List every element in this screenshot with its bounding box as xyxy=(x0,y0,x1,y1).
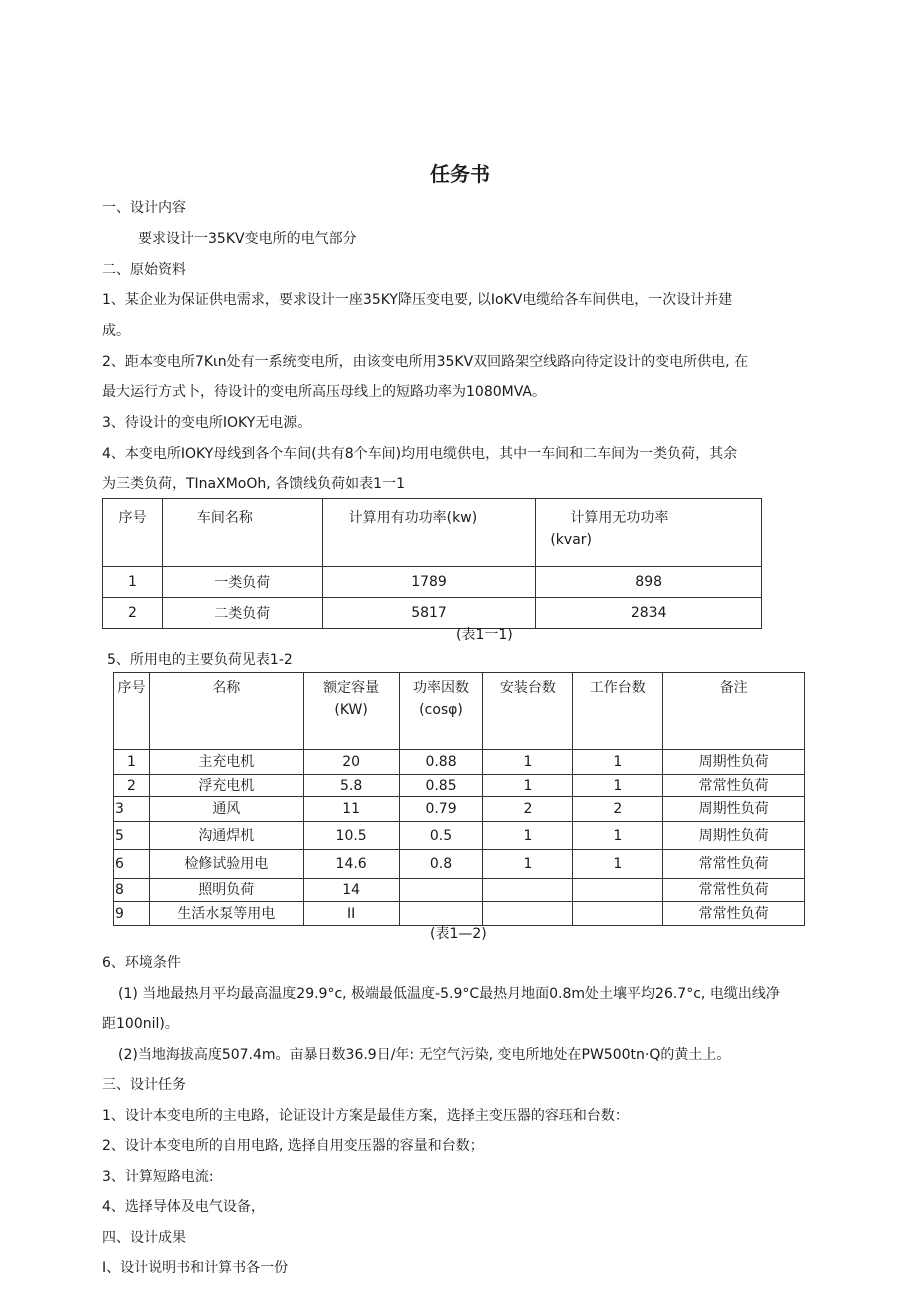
task-2: 2、设计本变电所的自用电路, 选择自用变压器的容量和台数； xyxy=(102,1138,484,1154)
page-title: 任务书 xyxy=(430,162,490,186)
station-load-table xyxy=(113,672,805,926)
environment-item-1-line-2: 距100nil)。 xyxy=(102,1016,179,1032)
column-header-working-units: 工作台数 xyxy=(573,673,663,750)
column-header-rated-capacity: 额定容量 (KW) xyxy=(303,673,399,750)
section-heading-design-tasks: 三、设计任务 xyxy=(102,1077,186,1093)
design-content-text: 要求设计一35KV变电所的电气部分 xyxy=(138,231,357,247)
section-heading-design-results: 四、设计成果 xyxy=(102,1230,186,1246)
paragraph-2-line-1: 2、距本变电所7Kιn处有一系统变电所，由该变电所用35KV双回路架空线路向待定设计的变电所供电, 在 xyxy=(102,354,749,370)
table-row: 8 照明负荷 14 常常性负荷 xyxy=(114,879,805,902)
task-4: 4、选择导体及电气设备， xyxy=(102,1199,265,1215)
column-header-active-power: 计算用有功功率(kw) xyxy=(322,499,536,567)
table-row: 5 沟通焊机 10.5 0.5 1 1 周期性负荷 xyxy=(114,822,805,850)
environment-item-1-line-1: (1) 当地最热月平均最高温度29.9°c, 极端最低温度-5.9°C最热月地面0.8m处土壤平均26.7°c, 电缆出线净 xyxy=(118,986,780,1002)
table-2-caption: (表1—2) xyxy=(430,926,487,942)
column-header-remarks: 备注 xyxy=(663,673,805,750)
paragraph-1-line-1: 1、某企业为保证供电需求，要求设计一座35KY降压变电要, 以IoKV电缆给各车间供电，一次设计并建 xyxy=(102,292,733,308)
table-row: 3 通风 11 0.79 2 2 周期性负荷 xyxy=(114,797,805,822)
table-row: 9 生活水泵等用电 II 常常性负荷 xyxy=(114,902,805,926)
paragraph-5: 5、所用电的主要负荷见表1-2 xyxy=(107,652,293,668)
task-3: 3、计算短路电流: xyxy=(102,1169,214,1185)
paragraph-3: 3、待设计的变电所IOKY无电源。 xyxy=(102,415,312,431)
table-row: 2 浮充电机 5.8 0.85 1 1 常常性负荷 xyxy=(114,775,805,797)
table-1-caption: (表1一1) xyxy=(456,627,513,643)
section-heading-original-data: 二、原始资料 xyxy=(102,262,186,278)
table-row: 1 主充电机 20 0.88 1 1 周期性负荷 xyxy=(114,750,805,775)
column-header-installed-units: 安装台数 xyxy=(483,673,573,750)
column-header-index: 序号 xyxy=(114,673,150,750)
paragraph-2-line-2: 最大运行方式卜，待设计的变电所高压母线上的短路功率为1080MVA。 xyxy=(102,384,546,400)
table-row: 6 检修试验用电 14.6 0.8 1 1 常常性负荷 xyxy=(114,850,805,879)
table-header-row xyxy=(103,499,762,567)
feeder-load-table xyxy=(102,498,762,629)
column-header-power-factor: 功率因数 (cosφ) xyxy=(399,673,483,750)
paragraph-1-line-2: 成。 xyxy=(102,323,130,339)
column-header-name: 名称 xyxy=(149,673,303,750)
column-header-index: 序号 xyxy=(103,499,163,567)
column-header-reactive-power: 计算用无功功率 (kvar) xyxy=(536,499,762,567)
table-row: 2 二类负荷 5817 2834 xyxy=(103,598,762,629)
task-1: 1、设计本变电所的主电路，论证设计方案是最佳方案，选择主变压器的容珏和台数： xyxy=(102,1108,629,1124)
paragraph-4-line-1: 4、本变电所IOKY母线到各个车间(共有8个车间)均用电缆供电，其中一车间和二车间为一类负荷，其余 xyxy=(102,446,738,462)
section-environment: 6、环境条件 xyxy=(102,955,181,971)
table-header-row xyxy=(114,673,805,750)
column-header-workshop: 车间名称 xyxy=(162,499,322,567)
table-row: 1 一类负荷 1789 898 xyxy=(103,567,762,598)
section-heading-design-content: 一、设计内容 xyxy=(102,200,186,216)
result-1: I、设计说明书和计算书各一份 xyxy=(102,1260,289,1276)
paragraph-4-line-2: 为三类负荷，TInaXMoOh, 各馈线负荷如表1一1 xyxy=(102,476,405,492)
environment-item-2: (2)当地海拔高度507.4m。亩暴日数36.9日/年: 无空气污染, 变电所地处在PW500tn·Q的黄土上。 xyxy=(118,1047,731,1063)
